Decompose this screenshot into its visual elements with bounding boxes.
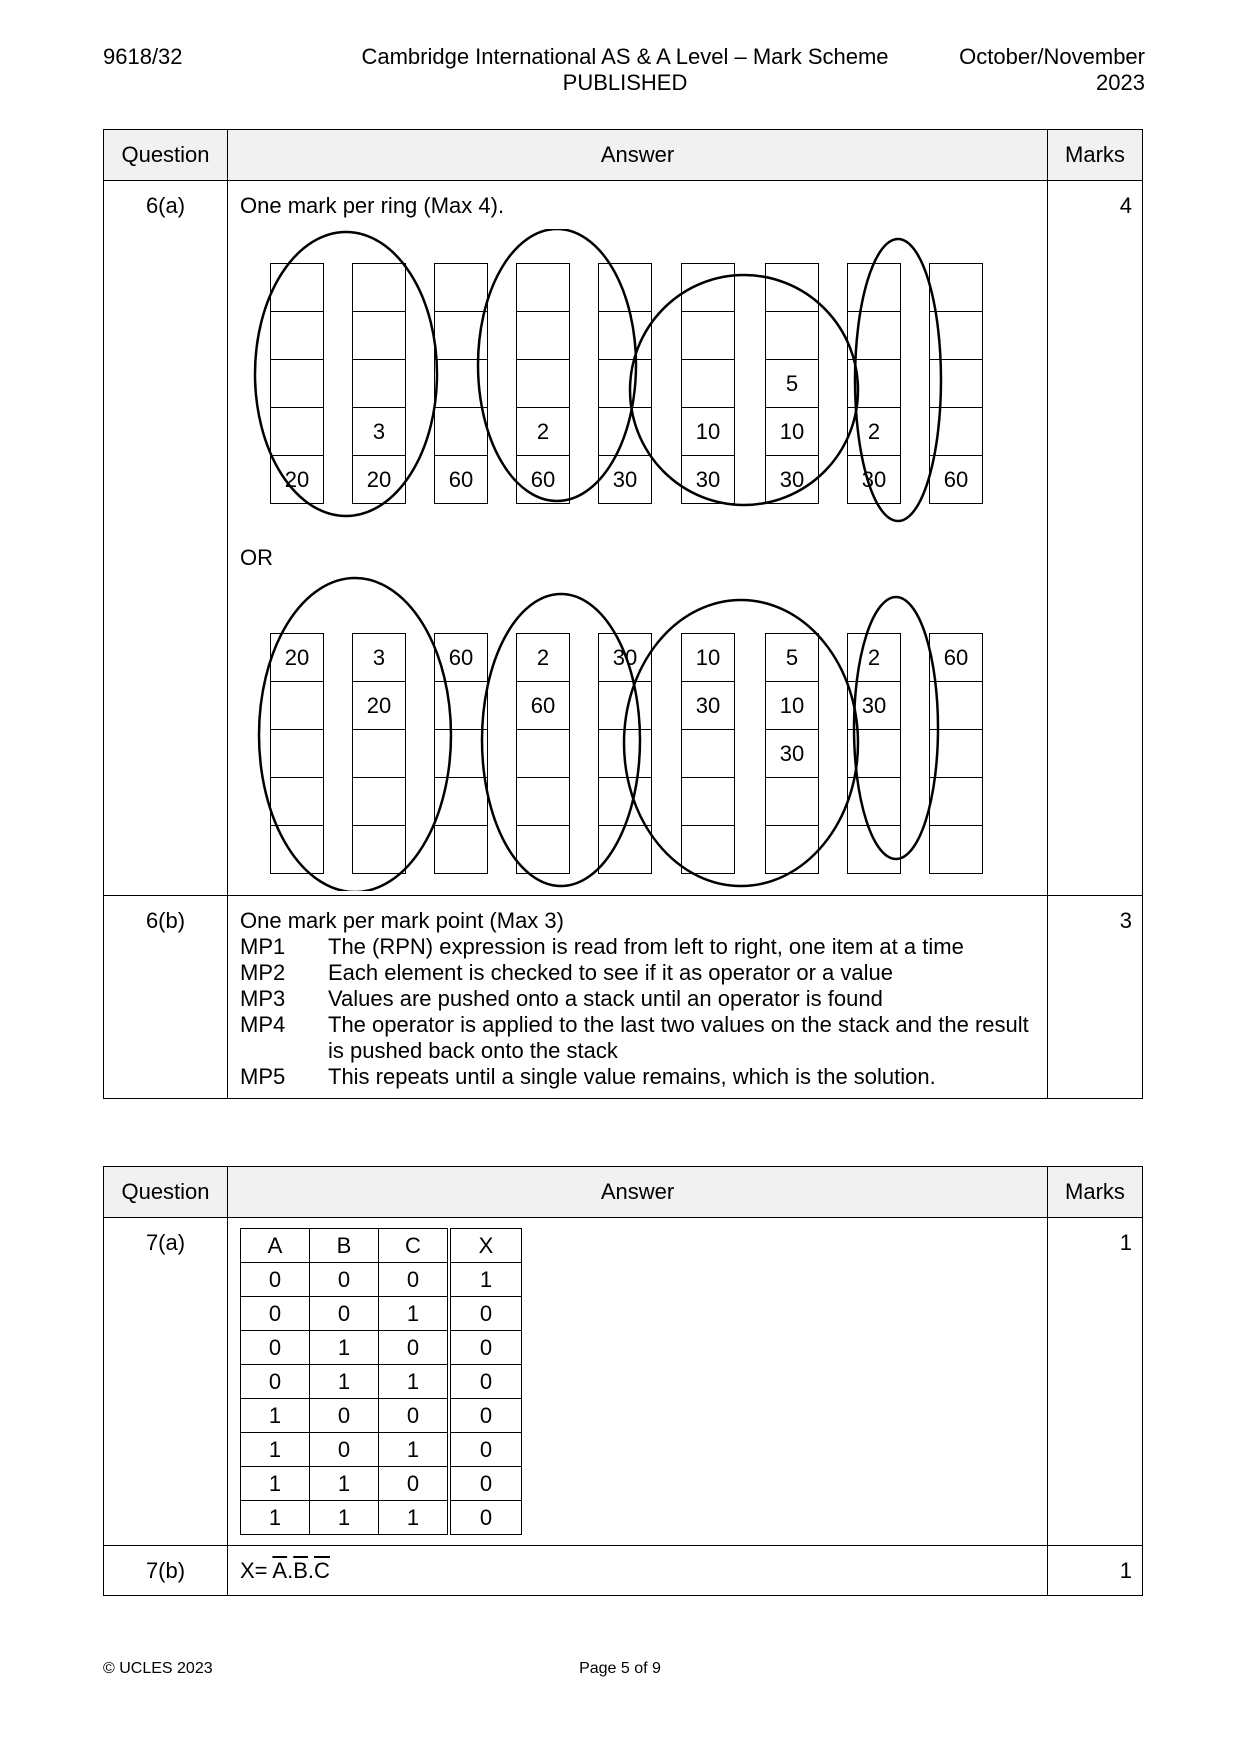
truth-table-cell: 0: [449, 1501, 522, 1535]
answer-intro: One mark per ring (Max 4).: [240, 193, 505, 218]
question-number: 7(b): [104, 1546, 228, 1596]
truth-table-header-cell: C: [379, 1229, 450, 1263]
or-label: OR: [240, 545, 273, 570]
stack-cell: 2: [847, 407, 901, 456]
truth-table-cell: 0: [241, 1331, 310, 1365]
title-line-1: Cambridge International AS & A Level – Mark Scheme: [361, 44, 889, 69]
truth-table-cell: 1: [379, 1365, 450, 1399]
paper-code: 9618/32: [103, 44, 183, 69]
ring-top-1: [255, 232, 437, 516]
stack-diagram-top: [240, 229, 1056, 525]
stack-cell: 10: [765, 407, 819, 456]
truth-table-row: [241, 1365, 522, 1399]
truth-table-cell: 1: [310, 1331, 379, 1365]
truth-table-cell: 1: [379, 1297, 450, 1331]
truth-table-cell: 0: [379, 1467, 450, 1501]
answer-cell: [228, 896, 1048, 1099]
question-number: 7(a): [104, 1218, 228, 1546]
mark-point-text: Values are pushed onto a stack until an operator is found: [328, 986, 883, 1011]
mark-point-list: [240, 934, 1037, 1090]
column-header-answer: Answer: [228, 130, 1048, 181]
truth-table-cell: 1: [310, 1501, 379, 1535]
question-number: 6(a): [104, 181, 228, 896]
truth-table-cell: 0: [379, 1331, 450, 1365]
table-row-7b: [104, 1546, 1143, 1596]
session-line-2: 2023: [1096, 70, 1145, 95]
truth-table-header-cell: X: [449, 1229, 522, 1263]
stack-diagram-bottom: [240, 575, 1056, 891]
truth-table: [240, 1228, 522, 1535]
table-row-6b: [104, 896, 1143, 1099]
truth-table-cell: 1: [241, 1399, 310, 1433]
truth-table-cell: 0: [241, 1365, 310, 1399]
truth-table-cell: 0: [449, 1331, 522, 1365]
ring-bottom-2: [482, 594, 640, 886]
title-line-2: PUBLISHED: [562, 70, 688, 95]
truth-table-cell: 1: [449, 1263, 522, 1297]
stack-cell: 60: [434, 633, 488, 682]
ring-top-2: [478, 229, 636, 501]
truth-table-cell: 1: [310, 1467, 379, 1501]
exam-session: [959, 44, 1145, 96]
table-header-row: [104, 1167, 1143, 1218]
stack-cell: 5: [765, 633, 819, 682]
truth-table-cell: 0: [449, 1467, 522, 1501]
mark-point-text: Each element is checked to see if it as operator or a value: [328, 960, 893, 985]
question-number: 6(b): [104, 896, 228, 1099]
truth-table-cell: 1: [241, 1433, 310, 1467]
stack-cell: 10: [681, 633, 735, 682]
truth-table-cell: 1: [310, 1365, 379, 1399]
answer-cell: [228, 1546, 1048, 1596]
stack-cell: 2: [516, 633, 570, 682]
truth-table-header: [241, 1229, 522, 1263]
stack-cell: 60: [434, 455, 488, 504]
truth-table-cell: 0: [449, 1433, 522, 1467]
stack-cell: 30: [598, 633, 652, 682]
copyright: © UCLES 2023: [103, 1660, 213, 1677]
expression-prefix: X=: [240, 1558, 273, 1583]
answer-cell: [228, 181, 1048, 896]
column-header-question: Question: [104, 1167, 228, 1218]
table-row-7a: [104, 1218, 1143, 1546]
stack-cell: 30: [847, 455, 901, 504]
not-c: $\overline{C}$: [314, 1558, 330, 1583]
stack-cell: 30: [681, 681, 735, 730]
column-header-marks: Marks: [1048, 1167, 1143, 1218]
stack-cell: 20: [352, 681, 406, 730]
and-dot: .: [307, 1558, 315, 1583]
truth-table-header-cell: A: [241, 1229, 310, 1263]
not-a: $\overline{A}$: [272, 1558, 288, 1583]
mark-point: [240, 1064, 1037, 1090]
truth-table-row: [241, 1501, 522, 1535]
mark-scheme-table-2: [103, 1166, 1143, 1596]
stack-cell: 3: [352, 633, 406, 682]
mark-point: [240, 986, 1037, 1012]
page-number: Page 5 of 9: [579, 1660, 661, 1677]
rings-bottom: [240, 575, 1056, 891]
stack-cell: 20: [352, 455, 406, 504]
table-header-row: [104, 130, 1143, 181]
truth-table-row: [241, 1399, 522, 1433]
truth-table-row: [241, 1263, 522, 1297]
and-dot: .: [287, 1558, 294, 1583]
stack-cell: 30: [765, 729, 819, 778]
truth-table-row: [241, 1331, 522, 1365]
answer-intro: One mark per mark point (Max 3): [240, 908, 564, 933]
document-title: [340, 44, 910, 96]
mark-point-code: MP5: [240, 1064, 286, 1089]
marks-value: 4: [1048, 181, 1143, 896]
truth-table-cell: 0: [449, 1399, 522, 1433]
truth-table-cell: 0: [310, 1399, 379, 1433]
mark-point-code: MP4: [240, 1012, 286, 1037]
truth-table-row: [241, 1297, 522, 1331]
truth-table-row: [241, 1467, 522, 1501]
truth-table-header-cell: B: [310, 1229, 379, 1263]
stack-cell: 60: [929, 633, 983, 682]
truth-table-cell: 0: [449, 1297, 522, 1331]
ring-bottom-4: [854, 597, 938, 859]
stack-cell: 3: [352, 407, 406, 456]
truth-table-cell: 0: [241, 1263, 310, 1297]
truth-table-cell: 0: [310, 1433, 379, 1467]
stack-cell: 30: [765, 455, 819, 504]
mark-point: [240, 934, 1037, 960]
truth-table-cell: 1: [241, 1467, 310, 1501]
stack-cell: 30: [681, 455, 735, 504]
stack-cell: 2: [847, 633, 901, 682]
stack-cell: 20: [270, 455, 324, 504]
mark-point: [240, 960, 1037, 986]
truth-table-cell: 0: [379, 1399, 450, 1433]
stack-cell: 10: [681, 407, 735, 456]
truth-table-cell: 0: [310, 1297, 379, 1331]
stack-cell: 30: [598, 455, 652, 504]
stack-cell: 20: [270, 633, 324, 682]
mark-point-code: MP1: [240, 934, 286, 959]
stack-cell: 60: [929, 455, 983, 504]
rings-top: [240, 229, 1056, 525]
mark-scheme-table-1: [103, 129, 1143, 1099]
stack-cell: 10: [765, 681, 819, 730]
column-header-question: Question: [104, 130, 228, 181]
stack-cell: 30: [847, 681, 901, 730]
column-header-marks: Marks: [1048, 130, 1143, 181]
table-row-6a: [104, 181, 1143, 896]
marks-value: 3: [1048, 896, 1143, 1099]
truth-table-cell: 0: [449, 1365, 522, 1399]
mark-point: [240, 1012, 1037, 1064]
truth-table-cell: 1: [379, 1501, 450, 1535]
stack-cell: 5: [765, 359, 819, 408]
ring-top-3: [630, 275, 858, 505]
truth-table-cell: 1: [241, 1501, 310, 1535]
truth-table-row: [241, 1433, 522, 1467]
marks-value: 1: [1048, 1218, 1143, 1546]
mark-point-text: The operator is applied to the last two values on the stack and the result is pushed back onto the stack: [328, 1012, 1029, 1063]
ring-top-4: [855, 239, 941, 521]
not-b: $\overline{B}$: [293, 1558, 308, 1583]
mark-point-text: This repeats until a single value remains, which is the solution.: [328, 1064, 936, 1089]
mark-point-code: MP2: [240, 960, 286, 985]
column-header-answer: Answer: [228, 1167, 1048, 1218]
session-line-1: October/November: [959, 44, 1145, 69]
answer-cell: [228, 1218, 1048, 1546]
mark-point-text: The (RPN) expression is read from left to right, one item at a time: [328, 934, 964, 959]
stack-cell: 60: [516, 681, 570, 730]
truth-table-cell: 0: [310, 1263, 379, 1297]
stack-cell: 2: [516, 407, 570, 456]
truth-table-cell: 1: [379, 1433, 450, 1467]
ring-bottom-3: [624, 600, 858, 886]
mark-point-code: MP3: [240, 986, 286, 1011]
marks-value: 1: [1048, 1546, 1143, 1596]
truth-table-cell: 0: [379, 1263, 450, 1297]
ring-bottom-1: [259, 578, 451, 891]
stack-cell: 60: [516, 455, 570, 504]
truth-table-cell: 0: [241, 1297, 310, 1331]
